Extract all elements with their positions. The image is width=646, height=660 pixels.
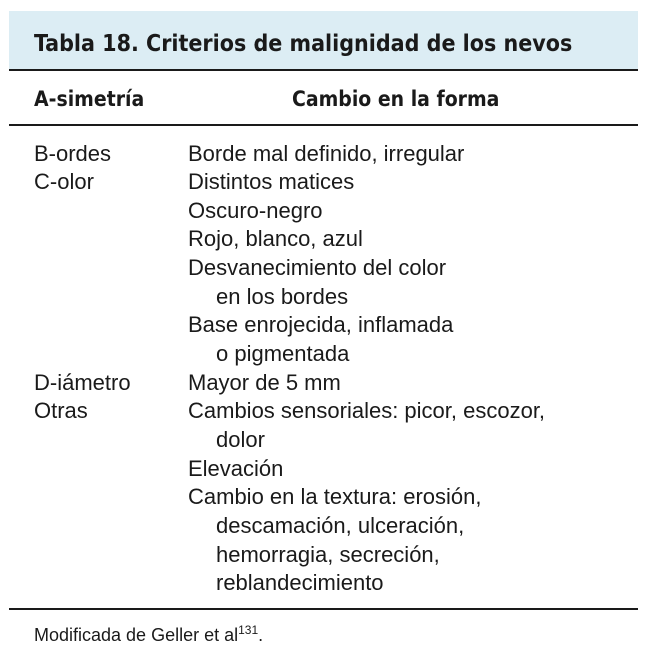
- table-cell: Desvanecimiento del color: [188, 255, 447, 280]
- table-cell: Base enrojecida, inflamada: [188, 312, 454, 337]
- table-title: Tabla 18. Criterios de malignidad de los nevos: [34, 31, 573, 57]
- table-cell: Borde mal definido, irregular: [188, 141, 465, 166]
- table-cell: Elevación: [188, 456, 284, 481]
- footnote-text: Modificada de Geller et al: [34, 625, 239, 645]
- row-label-otras: Otras: [34, 398, 88, 423]
- table-cell: dolor: [216, 427, 265, 452]
- table-cell: reblandecimiento: [216, 570, 384, 595]
- footnote-end: .: [258, 625, 264, 645]
- table-cell: Distintos matices: [188, 169, 355, 194]
- row-label-color: C-olor: [34, 169, 94, 194]
- table-cell: Oscuro-negro: [188, 198, 323, 223]
- footnote: [34, 623, 263, 646]
- header-col1: A-simetría: [34, 87, 145, 111]
- table-cell: descamación, ulceración,: [216, 513, 465, 538]
- table-cell: o pigmentada: [216, 341, 350, 366]
- top-rule: [9, 69, 638, 71]
- table-cell: hemorragia, secreción,: [216, 542, 440, 567]
- table-cell: Rojo, blanco, azul: [188, 226, 363, 251]
- table-cell: Cambio en la textura: erosión,: [188, 484, 482, 509]
- bottom-rule: [9, 608, 638, 610]
- header-rule: [9, 124, 638, 126]
- header-col2: Cambio en la forma: [292, 87, 500, 111]
- row-label-bordes: B-ordes: [34, 141, 112, 166]
- table-cell: Cambios sensoriales: picor, escozor,: [188, 398, 546, 423]
- table-cell: Mayor de 5 mm: [188, 370, 341, 395]
- footnote-ref: 131: [238, 623, 259, 637]
- row-label-diametro: D-iámetro: [34, 370, 131, 395]
- table-cell: en los bordes: [216, 284, 349, 309]
